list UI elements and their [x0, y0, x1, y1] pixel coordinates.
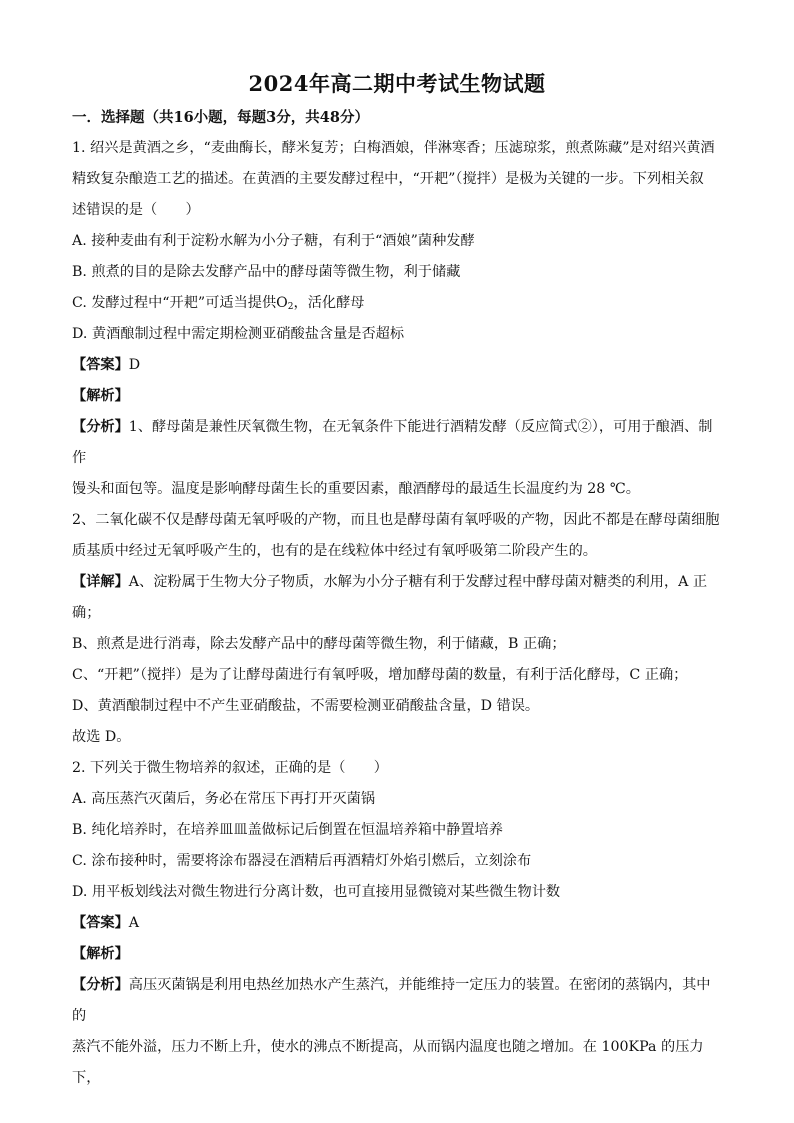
- q1-xiangjie-line: D、黄酒酿制过程中不产生亚硝酸盐，不需要检测亚硝酸盐含量，D 错误。: [72, 698, 540, 714]
- q1-option-c-subscript: 2: [287, 302, 294, 312]
- q1-answer: [72, 350, 722, 381]
- q1-fenxi-line: 馒头和面包等。温度是影响酵母菌生长的重要因素，酿酒酵母的最适生长温度约为 28 ℃。: [72, 481, 640, 497]
- q1-option-c: [72, 288, 722, 319]
- q1-option-b: B. 煎煮的目的是除去发酵产品中的酵母菌等微生物，利于储藏: [72, 264, 461, 280]
- q1-xiangjie-line: 确；: [72, 605, 101, 621]
- q2-fenxi-line: [72, 970, 722, 1032]
- q2-option-d: D. 用平板划线法对微生物进行分离计数，也可直接用显微镜对某些微生物计数: [72, 884, 561, 900]
- q1-stem-line: 述错误的是（ ）: [72, 202, 200, 218]
- page-title: 2024年高二期中考试生物试题: [248, 71, 546, 96]
- fenxi-label: 【分析】: [72, 977, 129, 993]
- q1-option-d: D. 黄酒酿制过程中需定期检测亚硝酸盐含量是否超标: [72, 326, 405, 342]
- q1-fenxi-line: 2、二氧化碳不仅是酵母菌无氧呼吸的产物，而且也是酵母菌有氧呼吸的产物，因此不都是在酵母菌细胞: [72, 512, 720, 528]
- answer-value: D: [128, 357, 141, 373]
- section-heading: 一．选择题（共16小题，每题3分，共48分）: [72, 109, 369, 126]
- answer-value: A: [128, 915, 140, 931]
- q1-option-a: A. 接种麦曲有利于淀粉水解为小分子糖，有利于“酒娘”菌种发酵: [72, 233, 475, 249]
- document-body: [72, 133, 722, 1094]
- q1-stem-line: 1. 绍兴是黄酒之乡，“麦曲酶长，酵米复芳；白梅酒娘，伴淋寒香；压滤琼浆，煎煮陈藏”是对绍兴黄酒: [72, 140, 715, 156]
- q2-analysis-label: 【解析】: [72, 946, 129, 962]
- xiangjie-label: 【详解】: [72, 574, 129, 590]
- q1-xiangjie-line: C、“开耙”（搅拌）是为了让酵母菌进行有氧呼吸，增加酵母菌的数量，有利于活化酵母，C 正确；: [72, 667, 688, 683]
- answer-label: 【答案】: [72, 915, 129, 931]
- q1-option-c-text: C. 发酵过程中“开耙”可适当提供O: [72, 295, 288, 311]
- answer-label: 【答案】: [72, 357, 129, 373]
- fenxi-label: 【分析】: [72, 419, 129, 435]
- q2-option-c: C. 涂布接种时，需要将涂布器浸在酒精后再酒精灯外焰引燃后，立刻涂布: [72, 853, 532, 869]
- fenxi-text: 1、酵母菌是兼性厌氧微生物，在无氧条件下能进行酒精发酵（反应简式②），可用于酿酒、制作: [72, 419, 713, 466]
- q2-answer: [72, 908, 722, 939]
- q1-fenxi-line: 质基质中经过无氧呼吸产生的，也有的是在线粒体中经过有氧呼吸第二阶段产生的。: [72, 543, 597, 559]
- q2-option-b: B. 纯化培养时，在培养皿皿盖做标记后倒置在恒温培养箱中静置培养: [72, 822, 503, 838]
- q1-xiangjie-line: B、煎煮是进行消毒，除去发酵产品中的酵母菌等微生物，利于储藏，B 正确；: [72, 636, 566, 652]
- q1-option-c-text-end: ，活化酵母: [293, 295, 365, 311]
- q2-stem: 2. 下列关于微生物培养的叙述，正确的是（ ）: [72, 760, 388, 776]
- q1-fenxi-line: [72, 412, 722, 474]
- q1-xiangjie-line: [72, 567, 722, 598]
- fenxi-text: 高压灭菌锅是利用电热丝加热水产生蒸汽，并能维持一定压力的装置。在密闭的蒸锅内，其中的: [72, 977, 711, 1024]
- q2-fenxi-line: 蒸汽不能外溢，压力不断上升，使水的沸点不断提高，从而锅内温度也随之增加。在 100KPa 的压力下，: [72, 1039, 704, 1086]
- q1-conclusion: 故选 D。: [72, 729, 131, 745]
- q2-option-a: A. 高压蒸汽灭菌后，务必在常压下再打开灭菌锅: [72, 791, 376, 807]
- q1-stem-line: 精致复杂酿造工艺的描述。在黄酒的主要发酵过程中，“开耙”（搅拌）是极为关键的一步。下列相关叙: [72, 171, 704, 187]
- q1-analysis-label: 【解析】: [72, 388, 129, 404]
- xiangjie-text: A、淀粉属于生物大分子物质，水解为小分子糖有利于发酵过程中酵母菌对糖类的利用，A 正: [128, 574, 708, 590]
